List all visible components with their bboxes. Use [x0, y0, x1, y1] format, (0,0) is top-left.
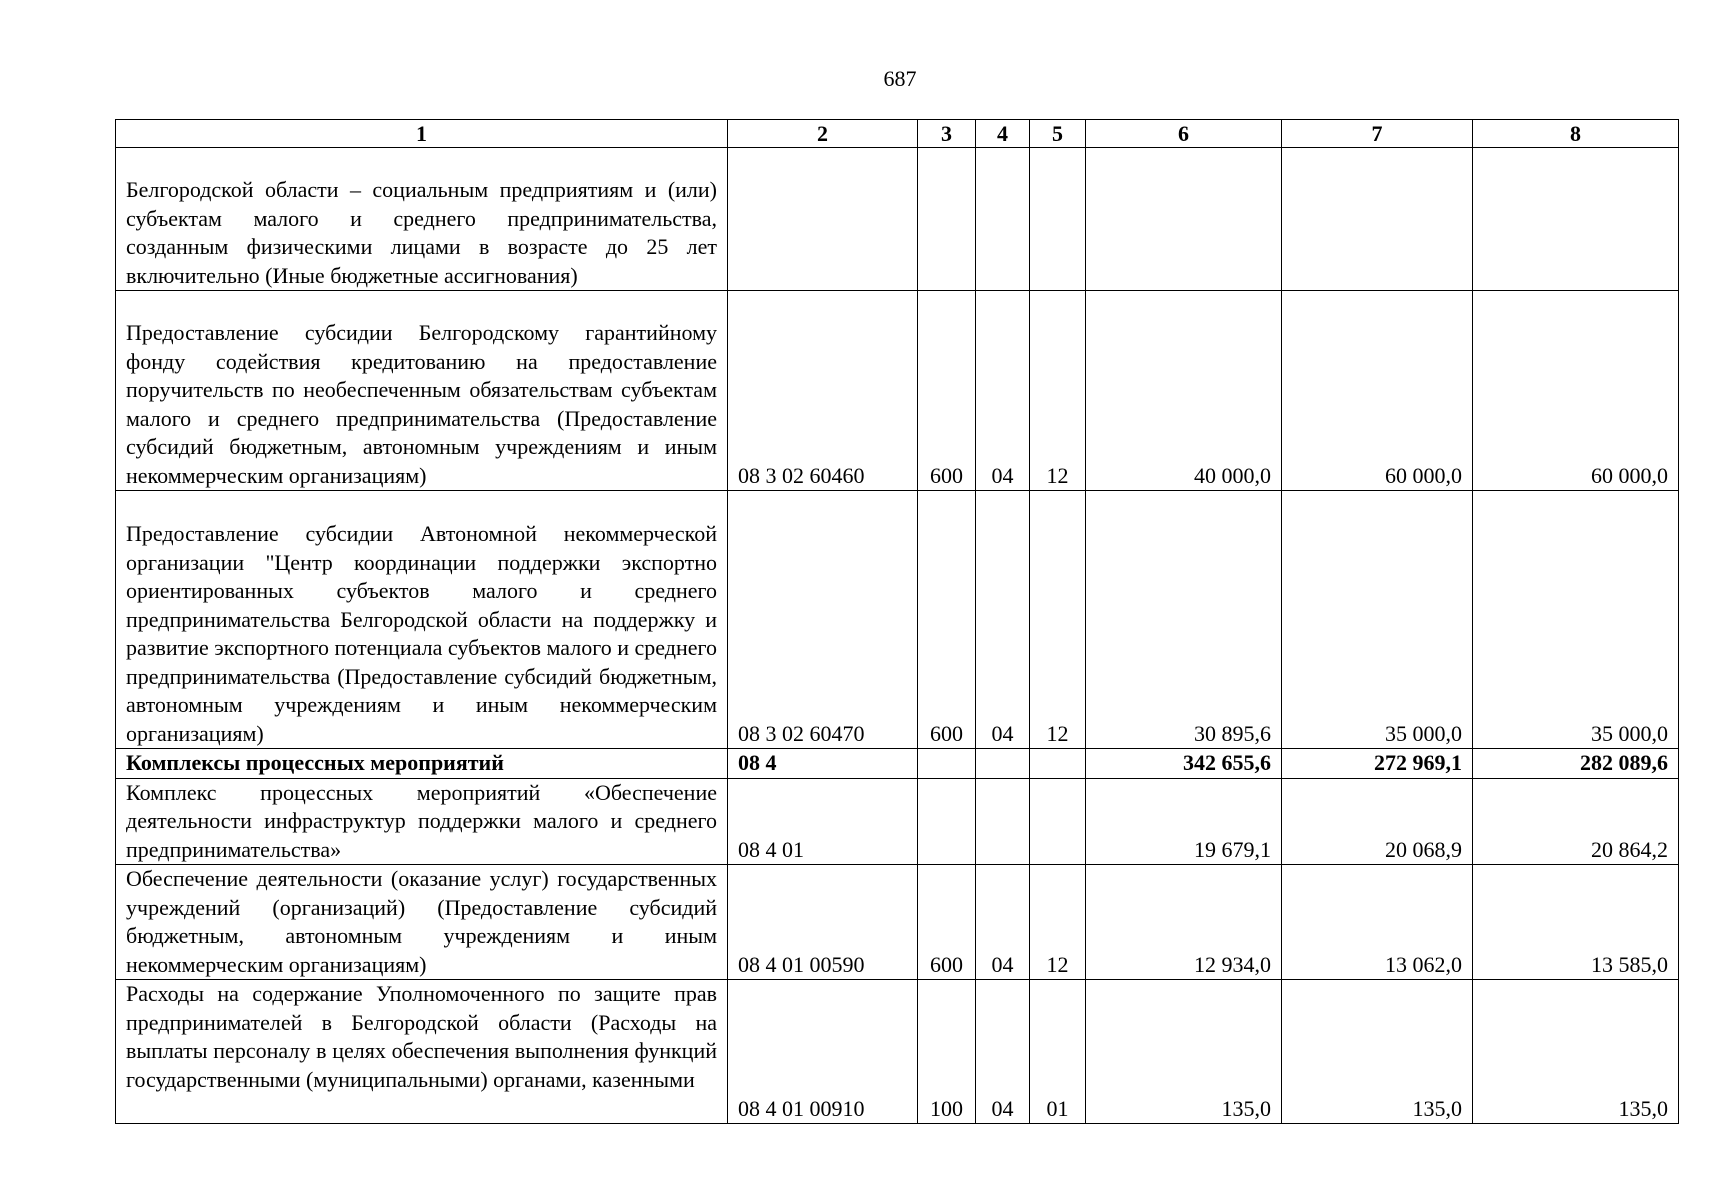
table-header-row [116, 120, 1679, 148]
header-col-2: 2 [728, 120, 918, 148]
table-row [116, 291, 1679, 491]
row-code: 08 4 01 00590 [728, 865, 918, 980]
row-pr: 12 [1030, 865, 1086, 980]
header-col-4: 4 [976, 120, 1030, 148]
row-vr: 600 [918, 491, 976, 749]
row-pr [1030, 778, 1086, 865]
header-col-8: 8 [1473, 120, 1679, 148]
table-row [116, 491, 1679, 749]
row-pr: 01 [1030, 980, 1086, 1124]
row-description: Предоставление субсидии Автономной некоммерческой организации "Центр координации поддержки экспортно ориентированных субъектов малого и среднего предпринимательства Белгородской области на поддержку и развитие экспортного потенциала субъектов малого и среднего предпринимательства (Предоставление субсидий бюджетным, автономным учреждениям и иным некоммерческим организациям) [116, 491, 728, 749]
row-value-8: 135,0 [1473, 980, 1679, 1124]
table-row [116, 865, 1679, 980]
row-rz: 04 [976, 865, 1030, 980]
row-value-7: 20 068,9 [1282, 778, 1473, 865]
row-vr [918, 749, 976, 779]
row-description [116, 980, 728, 1124]
row-value-7: 13 062,0 [1282, 865, 1473, 980]
row-rz: 04 [976, 491, 1030, 749]
row-code: 08 4 01 [728, 778, 918, 865]
row-vr: 600 [918, 865, 976, 980]
row-value-8: 60 000,0 [1473, 291, 1679, 491]
row-vr [918, 778, 976, 865]
table-row [116, 148, 1679, 291]
row-pr: 12 [1030, 491, 1086, 749]
row-vr: 600 [918, 291, 976, 491]
header-col-1: 1 [116, 120, 728, 148]
row-description: Белгородской области – социальным предприятиям и (или) субъектам малого и среднего предпринимательства, созданным физическими лицами в возрасте до 25 лет включительно (Иные бюджетные ассигнования) [116, 148, 728, 291]
row-value-8 [1473, 148, 1679, 291]
row-value-8: 13 585,0 [1473, 865, 1679, 980]
row-description: Комплекс процессных мероприятий «Обеспечение деятельности инфраструктур поддержки малого и среднего предпринимательства» [116, 778, 728, 865]
row-code: 08 3 02 60470 [728, 491, 918, 749]
header-col-5: 5 [1030, 120, 1086, 148]
row-value-6: 30 895,6 [1086, 491, 1282, 749]
page-number: 687 [883, 66, 917, 91]
row-code: 08 4 [728, 749, 918, 779]
header-col-3: 3 [918, 120, 976, 148]
row-value-7: 135,0 [1282, 980, 1473, 1124]
row-value-6: 135,0 [1086, 980, 1282, 1124]
header-col-7: 7 [1282, 120, 1473, 148]
row-value-7: 60 000,0 [1282, 291, 1473, 491]
row-rz [976, 749, 1030, 779]
table-row [116, 749, 1679, 779]
row-code [728, 148, 918, 291]
row-value-6: 12 934,0 [1086, 865, 1282, 980]
row-value-6: 342 655,6 [1086, 749, 1282, 779]
row-value-6: 40 000,0 [1086, 291, 1282, 491]
table-row [116, 778, 1679, 865]
row-value-6: 19 679,1 [1086, 778, 1282, 865]
row-value-7 [1282, 148, 1473, 291]
row-value-8: 35 000,0 [1473, 491, 1679, 749]
row-pr [1030, 749, 1086, 779]
row-value-8: 282 089,6 [1473, 749, 1679, 779]
row-rz: 04 [976, 291, 1030, 491]
row-description: Комплексы процессных мероприятий [116, 749, 728, 779]
row-description: Обеспечение деятельности (оказание услуг) государственных учреждений (организаций) (Предоставление субсидий бюджетным, автономным учреждениям и иным некоммерческим организациям) [116, 865, 728, 980]
row-value-7: 35 000,0 [1282, 491, 1473, 749]
row-value-7: 272 969,1 [1282, 749, 1473, 779]
row-pr [1030, 148, 1086, 291]
row-vr [918, 148, 976, 291]
row-description: Предоставление субсидии Белгородскому гарантийному фонду содействия кредитованию на предоставление поручительств по необеспеченным обязательствам субъектам малого и среднего предпринимательства (Предоставление субсидий бюджетным, автономным учреждениям и иным некоммерческим организациям) [116, 291, 728, 491]
row-code: 08 4 01 00910 [728, 980, 918, 1124]
row-pr: 12 [1030, 291, 1086, 491]
row-rz [976, 778, 1030, 865]
table-row [116, 980, 1679, 1124]
row-value-6 [1086, 148, 1282, 291]
row-description-text: Расходы на содержание Уполномоченного по защите прав предпринимателей в Белгородской области (Расходы на выплаты персоналу в целях обеспечения выполнения функций государственными (муниципальными) органами, казенными [126, 981, 717, 1092]
row-value-8: 20 864,2 [1473, 778, 1679, 865]
row-vr: 100 [918, 980, 976, 1124]
row-code: 08 3 02 60460 [728, 291, 918, 491]
row-rz: 04 [976, 980, 1030, 1124]
budget-table [115, 119, 1679, 1124]
row-rz [976, 148, 1030, 291]
header-col-6: 6 [1086, 120, 1282, 148]
